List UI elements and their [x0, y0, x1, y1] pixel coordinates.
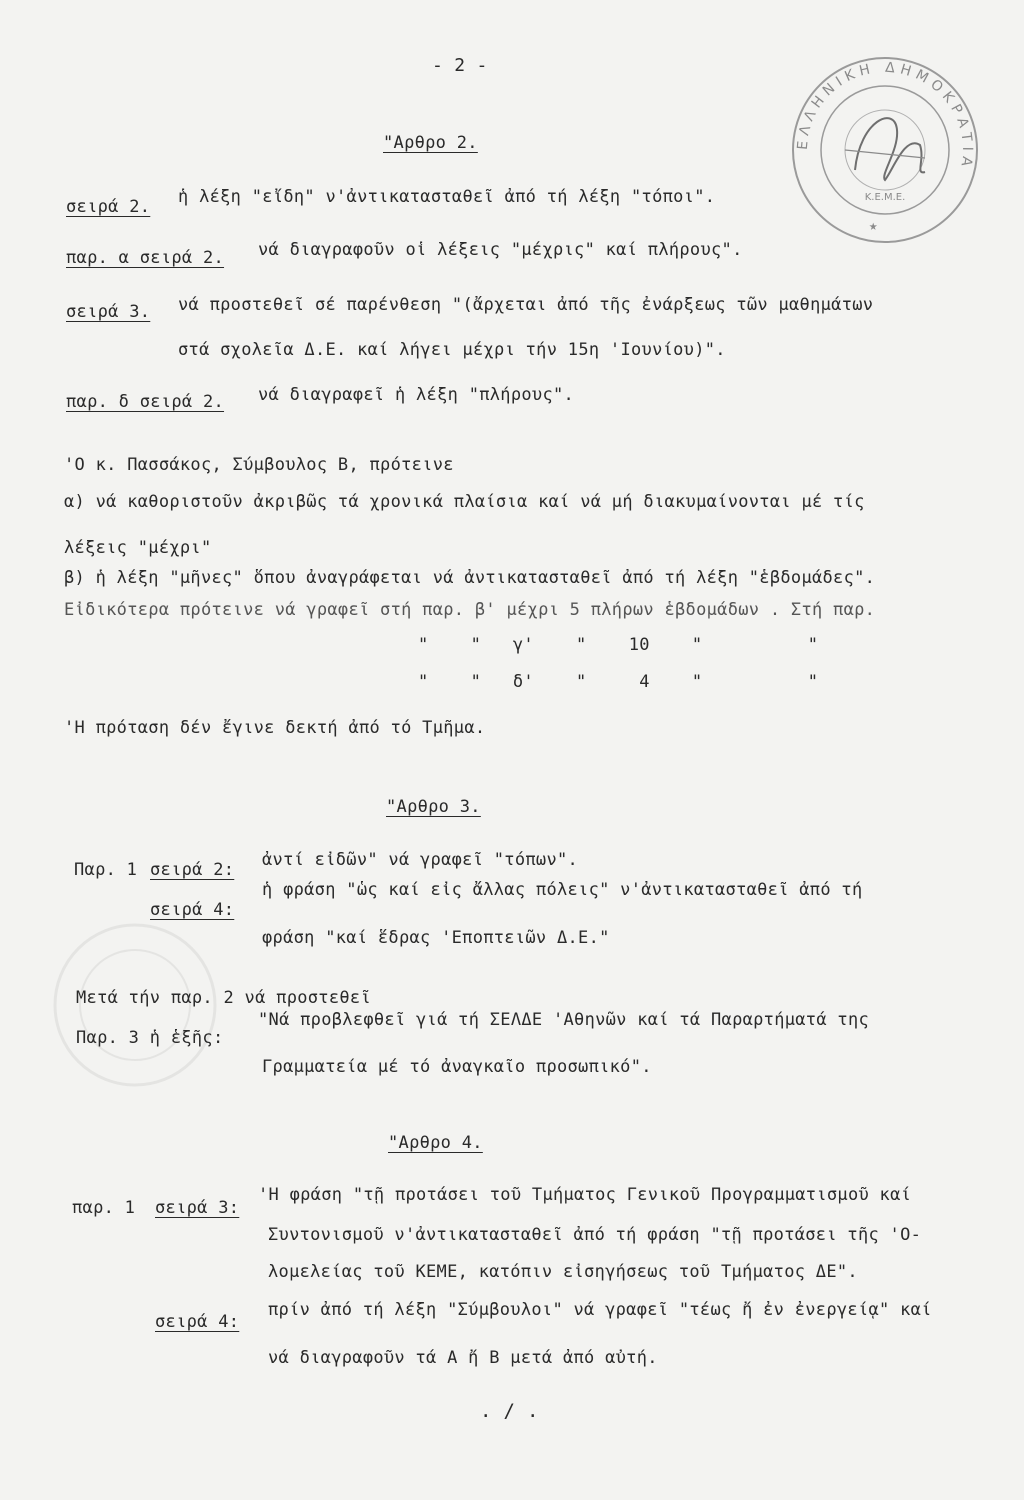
article-3-ref-2: σειρά 4: [150, 900, 235, 920]
article-4-ref-4: σειρά 4: [155, 1312, 240, 1332]
proposal-intro: 'Ο κ. Πασσάκος, Σύμβουλος Β, πρότεινε [64, 455, 454, 475]
article-4-text-3: λομελείας τοῦ ΚΕΜΕ, κατόπιν εἰσηγήσεως τοῦ Τμήματος ΔΕ". [268, 1262, 858, 1282]
article-2-text-3: νά προστεθεῖ σέ παρένθεση "(ἄρχεται ἀπό τῆς ἐνάρξεως τῶν μαθημάτων [178, 295, 874, 315]
proposal-outcome: 'Η πρόταση δέν ἔγινε δεκτή ἀπό τό Τμῆμα. [64, 718, 486, 738]
article-4-text-4: πρίν ἀπό τή λέξη "Σύμβουλοι" νά γραφεῖ "τέως ἤ ἐν ἐνεργείᾳ" καί [268, 1300, 932, 1320]
article-4-prefix-1: παρ. 1 [72, 1198, 136, 1218]
svg-text:ΕΛΛΗΝΙΚΗ ΔΗΜΟΚΡΑΤΙΑ: ΕΛΛΗΝΙΚΗ ΔΗΜΟΚΡΑΤΙΑ [794, 59, 976, 173]
proposal-a: α) νά καθοριστοῦν ἀκριβῶς τά χρονικά πλαίσια καί νά μή διακυμαίνονται μέ τίς [64, 492, 865, 512]
article-3-text-4: Μετά τήν παρ. 2 νά προστεθεῖ [76, 988, 371, 1008]
article-2-heading: "Αρθρο 2. [383, 133, 478, 153]
proposal-detail-d: " " δ' " 4 " " [418, 672, 819, 692]
official-stamp [785, 50, 985, 250]
svg-text:★: ★ [869, 218, 878, 234]
article-4-text-5: νά διαγραφοῦν τά Α ἤ Β μετά ἀπό αὐτή. [268, 1348, 658, 1368]
svg-text:Κ.Ε.Μ.Ε.: Κ.Ε.Μ.Ε. [864, 192, 906, 203]
continuation-mark: . / . [480, 1400, 539, 1422]
article-3-text-1: ἀντί εἰδῶν" νά γραφεῖ "τόπων". [262, 850, 579, 870]
article-3-text-2: ἡ φράση "ὡς καί εἰς ἄλλας πόλεις" ν'ἀντικατασταθεῖ ἀπό τή [262, 880, 863, 900]
article-3-prefix-1: Παρ. 1 [74, 860, 138, 880]
article-3-text-6: Γραμματεία μέ τό ἀναγκαῖο προσωπικό". [262, 1057, 652, 1077]
article-2-ref-1: σειρά 2. [66, 197, 151, 217]
article-2-text-4: στά σχολεῖα Δ.Ε. καί λήγει μέχρι τήν 15η 'Ιουνίου)". [178, 340, 726, 360]
article-2-text-5: νά διαγραφεῖ ἡ λέξη "πλήρους". [258, 385, 575, 405]
proposal-a-cont: λέξεις "μέχρι" [64, 538, 212, 558]
article-3-ref-1: σειρά 2: [150, 860, 235, 880]
article-3-text-3: φράση "καί ἕδρας 'Εποπτειῶν Δ.Ε." [262, 928, 610, 948]
article-2-text-1: ἡ λέξη "εἴδη" ν'ἀντικατασταθεῖ ἀπό τή λέξη "τόποι". [178, 187, 716, 207]
article-3-text-5: "Νά προβλεφθεῖ γιά τή ΣΕΛΔΕ 'Αθηνῶν καί τά Παραρτήματά της [258, 1010, 870, 1030]
article-4-ref-1: σειρά 3: [155, 1198, 240, 1218]
article-4-heading: "Αρθρο 4. [388, 1133, 483, 1153]
page-number: - 2 - [432, 55, 488, 76]
article-2-ref-2: παρ. α σειρά 2. [66, 248, 225, 268]
article-3-prefix-5: Παρ. 3 ἡ ἑξῆς: [76, 1028, 224, 1048]
article-4-text-2: Συντονισμοῦ ν'ἀντικατασταθεῖ ἀπό τή φράση "τῇ προτάσει τῆς 'Ο- [268, 1225, 922, 1245]
article-2-ref-3: σειρά 3. [66, 302, 151, 322]
proposal-detail: Εἰδικότερα πρότεινε νά γραφεῖ στή παρ. β' μέχρι 5 πλήρων ἑβδομάδων . Στή παρ. [64, 600, 876, 620]
article-3-heading: "Αρθρο 3. [386, 797, 481, 817]
proposal-detail-g: " " γ' " 10 " " [418, 635, 819, 655]
article-2-ref-5: παρ. δ σειρά 2. [66, 392, 225, 412]
article-2-text-2: νά διαγραφοῦν οἱ λέξεις "μέχρις" καί πλήρους". [258, 240, 743, 260]
proposal-b: β) ἡ λέξη "μῆνες" ὅπου ἀναγράφεται νά ἀντικατασταθεῖ ἀπό τή λέξη "ἑβδομάδες". [64, 568, 876, 588]
article-4-text-1: 'Η φράση "τῇ προτάσει τοῦ Τμήματος Γενικοῦ Προγραμματισμοῦ καί [258, 1185, 912, 1205]
